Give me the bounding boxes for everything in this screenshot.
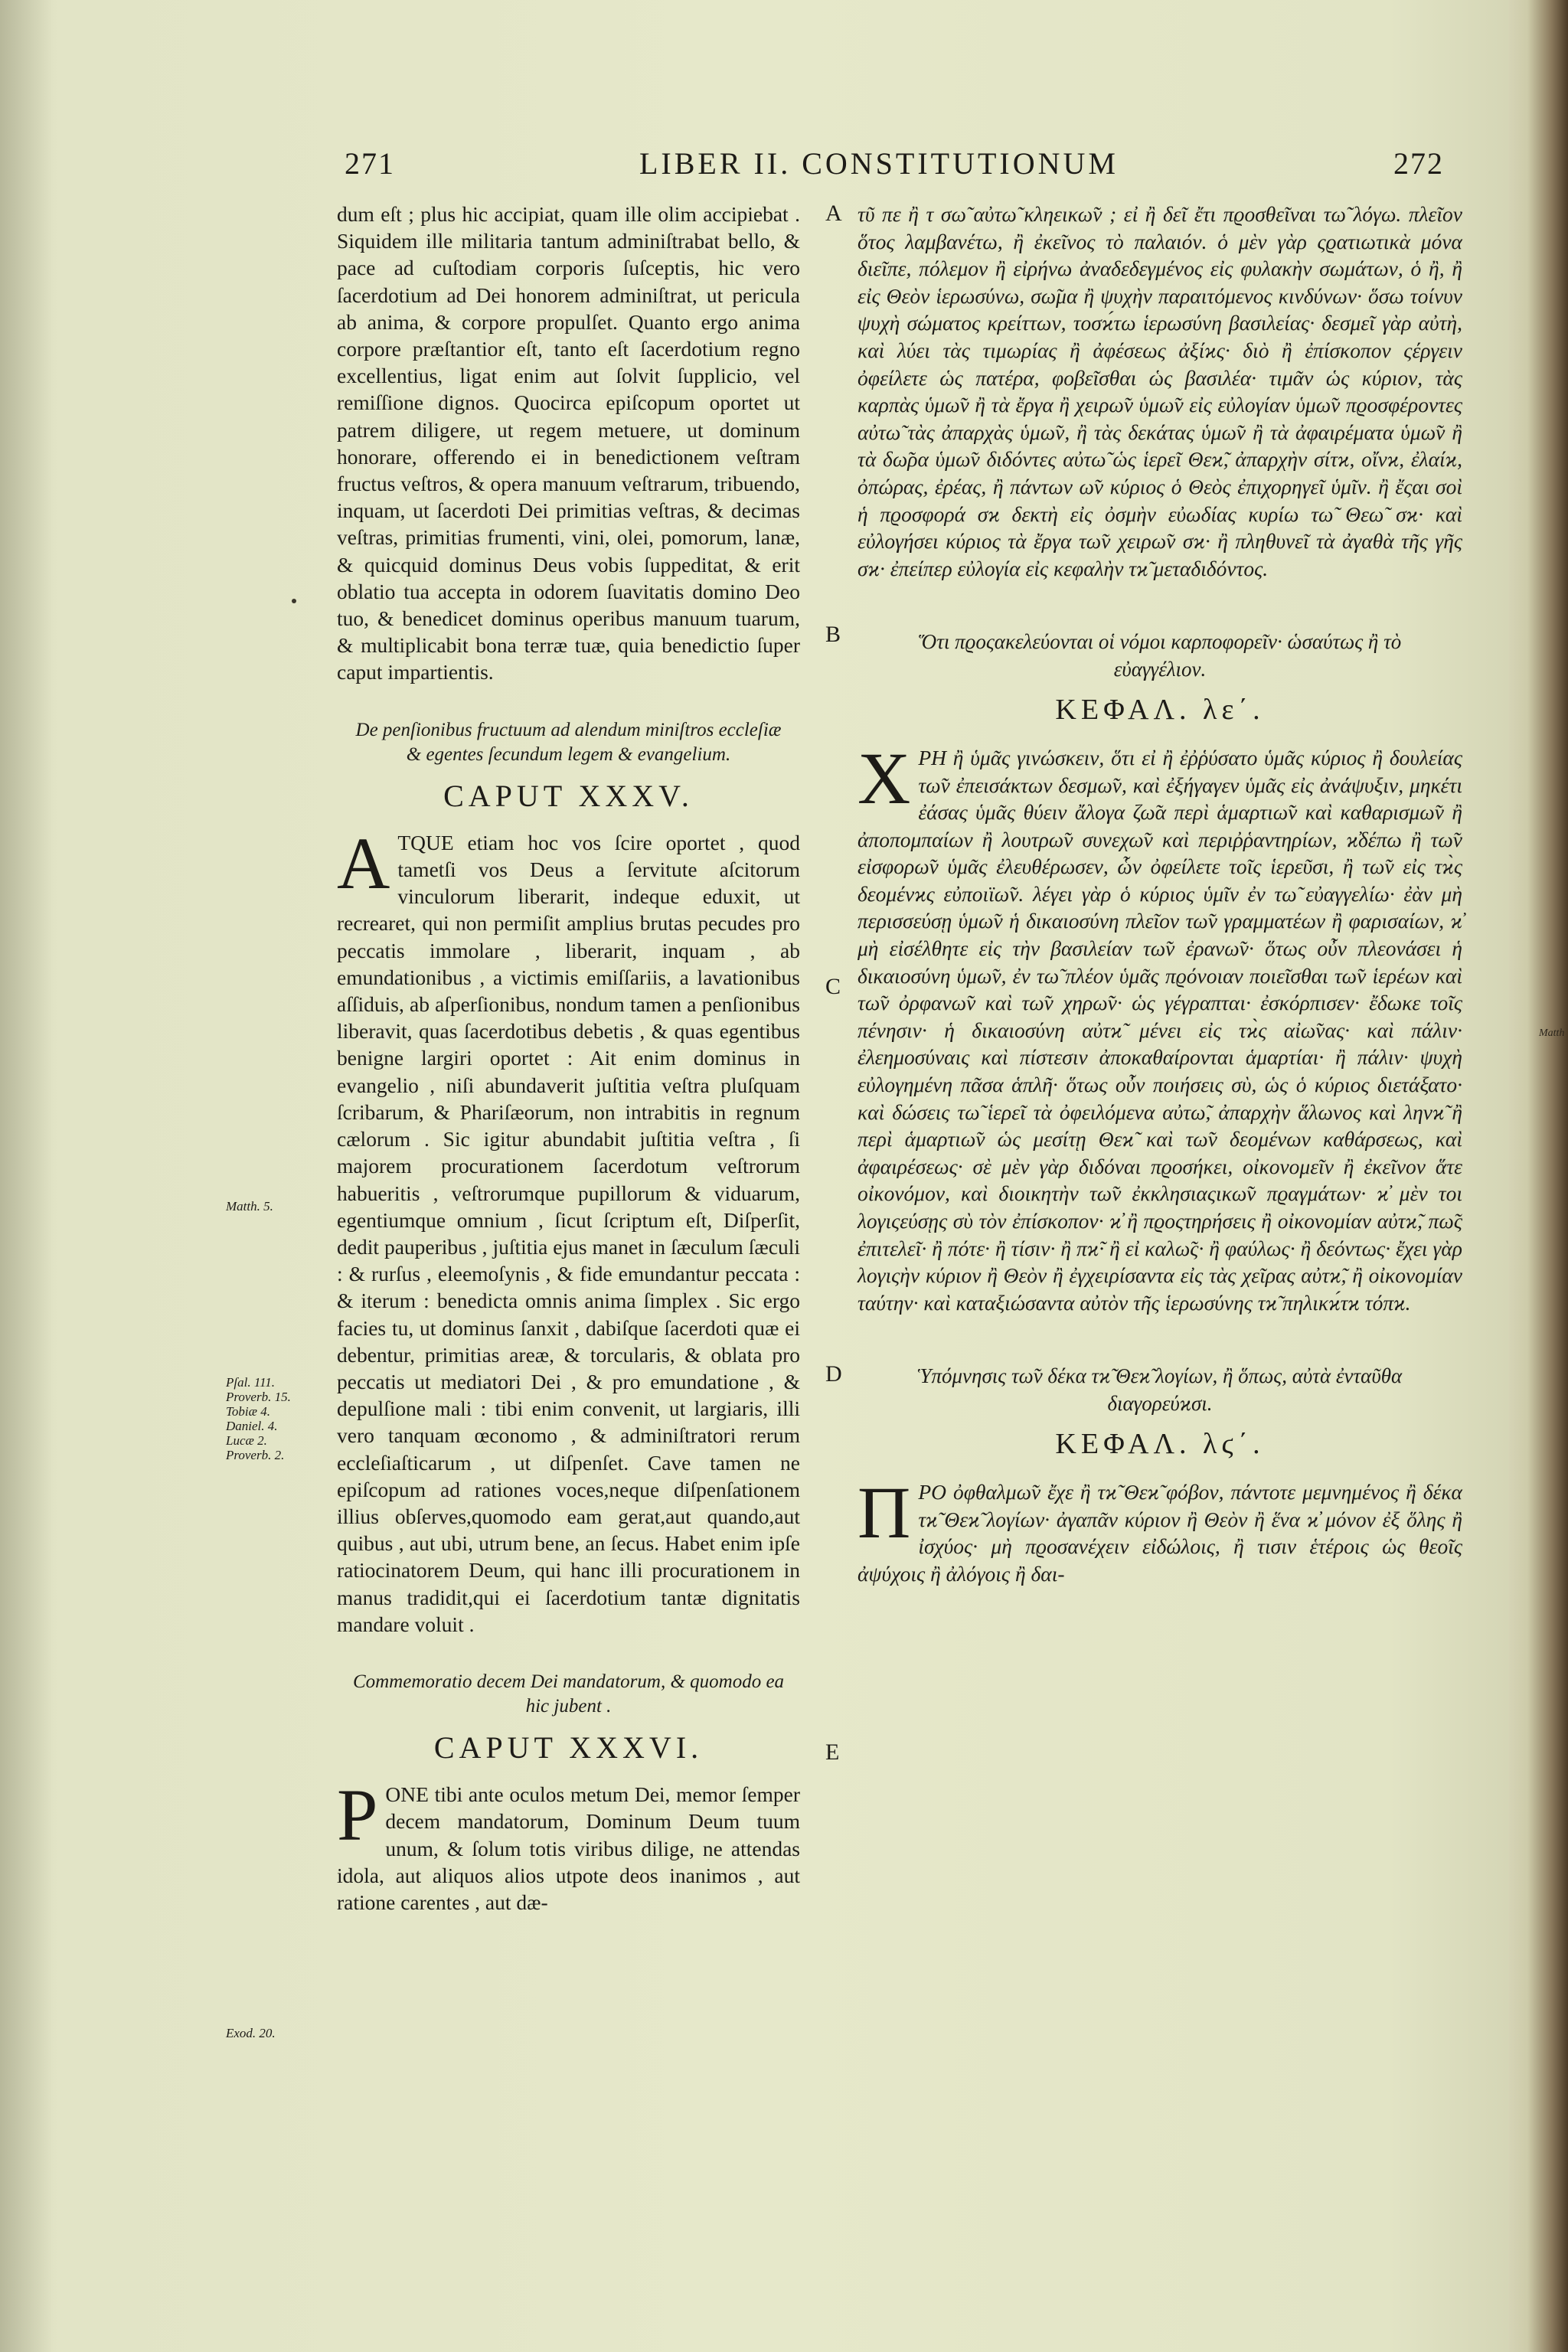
margin-note: Proverb. 2. <box>226 1448 285 1462</box>
latin-rubric: De penſionibus fructuum ad alendum miniſtros eccleſiæ & egentes ſecundum legem & evangelium. <box>355 719 782 765</box>
drop-cap: Χ <box>858 737 911 819</box>
margin-note: Exod. 20. <box>226 2026 276 2040</box>
greek-paragraph: ΧΡΗ ἢ ὑμᾶς γινώσκειν, ὅτι εἰ ἢ ἐῤῥύσατο ὑμᾶς κύριος ἢ δουλείας τω̃ν ἐπεισάκτων δεσμω̃ν, καὶ ἐξήγαγεν ὑμᾶς εἰς ἀνάψυξιν, μηκέτι ἐάσας ὑμᾶς θύειν ἄλογα ζω̃α περὶ ἁμαρτιω̃ν καὶ καθαρισμω̃ν ἢ ἀποπομπαίων ἢ λουτρω̃ν συνεχω̃ν καὶ περιῤῥαντηρίων, ϰ̓δέπω ἢ τω̃ν εἰσφορω̃ν ὑμᾶς ἐλευθέρωσεν, ὧν ὀφείλετε τοῖς ἱερεῦσι, ἢ τω̃ν εἰς τϰ̀ς δεομένϰς εὐποιϊω̃ν. λέγει γὰρ ὁ κύριος ὑμῖν ἐν τω̃ εὐαγγελίω· ἐὰν μὴ περισσεύσῃ ὑμω̃ν ἡ δικαιοσύνη πλεῖον τω̃ν γραμματέων ἢ φαρισαίων, ϰ̓ μὴ εἰσέλθητε εἰς τὴν βασιλείαν τω̃ν ἐρανω̃ν· ὅτως οὖν πλεονάσει ἡ δικαιοσύνη ὑμω̃ν, ἐν τω̃ πλέον ὑμᾶς πϱόνοιαν ποιεῖσθαι τω̃ν ἱερέων καὶ τω̃ν ὀρφανω̃ν καὶ τω̃ν χηρω̃ν· ὡς γέγραπται· ἐσκόρπισεν· ἔδωκε τοῖς πένησιν· ἡ δικαιοσύνη αὐτϰ̃ μένει εἰς τϰ̀ς αἰω̃νας· καὶ πάλιν· ἐλεημοσύναις καὶ πίστεσιν ἀποκαθαίρονται ἁμαρτίαι· ἢ πάλιν· ψυχὴ εὐλογημένη πᾶσα ἁπλῆ· ὅτως οὖν ποιήσεις σὺ, ὡς ὁ κύριος διετάξατο· καὶ δώσεις τω̃ ἱερεῖ τὰ ὀφειλόμενα αὐτω̃, ἀπαρχὴν ἅλωνος καὶ ληνϰ̃ ἢ περὶ ἁμαρτιω̃ν ὡς μεσίτῃ Θεϰ̃ καὶ τω̃ν δεομένων καθάρσεως, καὶ ἀφαιρέσεως· σὲ μὲν γὰρ διδόναι πϱοσήκει, οἰκονομεῖν ἢ ἐκεῖνον ἅτε οἰκονόμον, καὶ διοικητὴν τω̃ν ἐκκλησιαςικω̃ν πϱαγμάτων· ϰ̓ μὲν τοι λογιςεύσῃς σὺ τὸν ἐπίσκοπον· ϰ̓ ἢ πϱοςτηρήσεις ἢ οἰκονομίαν αὐτϰ̃, πω̃ς ἐπιτελεῖ· ἢ πότε· ἢ τίσιν· ἢ πϰ̃· ἢ εἰ καλω̃ς· ἢ φαύλως· ἢ δεόντως· ἔχει γὰρ λογιςὴν κύριον ἢ Θεὸν ἢ ἐγχειρίσαντα εἰς τὰς χεῖρας αὐτϰ̃, ἢ οἰκονομίαν ταύτην· καὶ καταξιώσαντα αὐτὸν τῆς ἱερωσύνης τϰ̃ πηλικϰ́τϰ τόπϰ. <box>858 737 1462 1315</box>
right-page-number: 272 <box>1393 146 1444 181</box>
section-letter: A <box>825 201 842 226</box>
running-title: LIBER II. CONSTITUTIONUM <box>639 146 1119 181</box>
margin-note-group <box>226 1375 291 1462</box>
chapter-heading-latin: CAPUT XXXVI. <box>433 1730 704 1765</box>
drop-cap: P <box>337 1774 378 1857</box>
greek-paragraph: ΠΡΟ ὀφθαλμω̃ν ἔχε ἢ τϰ̃ Θεϰ̃ φόβον, πάντοτε μεμνημένος ἢ δέκα τϰ̃ Θεϰ̃ λογίων· ἀγαπᾶν κύριον ἢ Θεὸν ἢ ἕνα ϰ̓ μόνον ἐξ ὅλης ἢ ἰσχύος· μὴ πϱοσανέχειν εἰδώλοις, ἢ τισιν ἑτέροις ὡς θεοῖς ἀψύχοις ἢ ἀλόγοις ἢ δαι- <box>858 1471 1462 1586</box>
drop-cap: A <box>337 822 390 904</box>
margin-note: Lucæ 2. <box>226 1433 267 1448</box>
latin-rubric: Commemoratio decem Dei mandatorum, & quomodo ea hic jubent . <box>352 1671 785 1717</box>
section-letter: D <box>825 1361 842 1387</box>
margin-note: Tobiæ 4. <box>226 1404 270 1419</box>
greek-column <box>858 201 1462 1587</box>
chapter-heading-greek: ΚΕΦΑΛ. λϛ΄. <box>1055 1428 1265 1461</box>
latin-paragraph: dum eſt ; plus hic accipiat, quam ille olim accipiebat . Siquidem ille militaria tantum adminiſtrabat bello, & pace ad cuſtodiam corporis ſuſceptis, hic vero ſacerdotium ad Dei honorem adminiſtrat, ut pericula ab anima, & corpore propulſet. Quanto ergo anima corpore præſtantior eſt, tanto eſt ſacerdotium regno excellentius, ligat enim aut ſolvit ſupplicio, vel remiſſione dignos. Quocirca epiſcopum oportet ut patrem diligere, ut regem metuere, ut dominum honorare, offerendo ei in benedictionem veſtram fructus veſtros, & opera manuum veſtrarum, tribuendo, inquam, ut ſacerdoti Dei primitias veſtras, & decimas veſtras, primitias frumenti, vini, olei, pomorum, lanæ, & quicquid dominus Deus vobis ſuppeditat, & erit oblatio tua accepta in odorem ſuavitatis domino Deo tuo, & benedicet dominus operibus manuum tuarum, & multiplicabit bona terræ tuæ, quia benedictio ſuper caput impartientis. <box>337 202 800 684</box>
greek-rubric: Ὑπόμνησις τω̃ν δέκα τϰ̃ Θεϰ̃ λογίων, ἢ ὅπως, αὐτὰ ἐνταῦθα διαγορεύϰσι. <box>917 1364 1403 1416</box>
running-header <box>345 145 1462 191</box>
greek-paragraph: τῦ πε ἢ τ σω̃ αὐτω̃ κληεικω̃ν ; εἰ ἢ δεῖ ἔτι πϱοσθεῖναι τω̃ λόγω. πλεῖον ὅτος λαμβανέτω, ἢ ἐκεῖνος τὸ παλαιόν. ὁ μὲν γὰρ ςϱατιωτικὰ μόνα διεῖπε, πόλεμον ἢ εἰρήνω ἀναδεδεγμένος εἰς φυλακὴν σωμάτων, ὁ ἢ, ἢ εἰς Θεὸν ἱερωσύνω, σω̃μα ἢ ψυχὴν παραιτόμενος κινδύνων· ὅσω τοίνυν ψυχὴ σώματος κρείττων, τοσϰ́τω ἱερωσύνη βασιλείας· δεσμεῖ γὰρ αὐτὴ, καὶ λύει τὰς τιμωρίας ἢ ἀφέσεως ἀξίϰς· διὸ ἢ ἐπίσκοπον ςέργειν ὀφείλετε ὡς πατέρα, φοβεῖσθαι ὡς βασιλέα· τιμᾶν ὡς κύριον, τὰς καρπὰς ὑμω̃ν ἢ τὰ ἔργα ἢ χειρω̃ν ὑμω̃ν εἰς εὐλογίαν ὑμω̃ν πϱοσφέροντες αὐτω̃ τὰς ἀπαρχὰς ὑμω̃ν, ἢ τὰς δεκάτας ὑμω̃ν ἢ τὰ ἀφαιρέματα ὑμω̃ν ἢ τὰ δω̃ρα ὑμω̃ν διδόντες αὐτω̃ ὡς ἱερεῖ Θεϰ̃, ἀπαρχὴν σίτϰ, οἴνϰ, ἐλαίϰ, ὀπώρας, ἐρέας, ἢ πάντων ω̃ν κύριος ὁ Θεὸς ἐπιχορηγεῖ ὑμῖν. ἢ ἔςαι σοὶ ἡ πϱοσφορά σϰ δεκτὴ εἰς ὀσμὴν εὐωδίας κυρίω τω̃ Θεω̃ σϰ· καὶ εὐλογήσει κύριος τὰ ἔργα τω̃ν χειρω̃ν σϰ· ἢ πληθυνεῖ τὰ ἀγαθὰ τῆς γῆς σϰ· ἐπείπερ εὐλογία εἰς κεφαλὴν τϰ̃ μεταδιδόντος. <box>858 202 1462 580</box>
section-letter: E <box>825 1740 840 1765</box>
margin-note: Daniel. 4. <box>226 1419 278 1433</box>
section-letter: C <box>825 974 841 999</box>
left-page-number: 271 <box>345 146 395 181</box>
drop-cap: Π <box>858 1471 911 1553</box>
chapter-heading-greek: ΚΕΦΑΛ. λε΄. <box>1055 694 1265 727</box>
margin-note: Pſal. 111. <box>226 1375 276 1390</box>
latin-paragraph: ATQUE etiam hoc vos ſcire oportet , quod tametſi vos Deus a ſervitute aſcitorum vinculorum liberarit, indeque eduxit, ut recrearet, qui non permiſit amplius brutas pecudes pro peccatis immolare , liberarit, inquam , ab emundationibus , a victimis emiſſariis, a lavationibus aſſiduis, ab aſperſionibus, nondum tamen a penſionibus liberavit, quas ſacerdotibus debetis , & quas egentibus benigne largiri oportet : Ait enim dominus in evangelio , niſi abundaverit juſtitia veſtra pluſquam ſcribarum, & Phariſæorum, non intrabitis in regnum cælorum . Sic igitur abundabit juſtitia veſtra , ſi majorem procurationem ſacerdotum veſtrorum habueritis , veſtrorumque pupillorum & viduarum, egentiumque omnium , ſicut ſcriptum eſt, Diſperſit, dedit pauperibus , juſtitia ejus manet in ſæculum ſæculi : & rurſus , eleemoſynis , & fide emundantur peccata : & iterum : benedicta omnis anima ſimplex . Sic ergo facies tu, ut dominus ſanxit , dabiſque ſacerdoti quæ ei debentur, primitias areæ, & torcularis, & oblata pro peccatis ut mediatori Dei , & pro emundatione , & depulſione mali : tibi enim convenit, ut largiaris, illi vero tanquam œconomo , & adminiſtratori rerum eccleſiaſticarum , ut diſpenſet. Cave tamen ne epiſcopum ad rationes voces,neque diſpenſationem illius obſerves,quomodo eam gerat,aut quando,aut quibus , aut ubi, utrum bene, an ſecus. Habet enim ipſe ratiocinatorem Deum, qui hanc illi procurationem in manus tradidit,qui ei ſacerdotium tantæ dignitatis mandare voluit . <box>337 822 800 1636</box>
page-edge <box>1501 0 1568 2352</box>
gutter-shadow <box>0 0 54 2352</box>
latin-paragraph: PONE tibi ante oculos metum Dei, memor ſemper decem mandatorum, Dominum Deum tuum unum, & ſolum totis viribus dilige, ne attendas idola, aut aliquos alios utpote deos inanimos , aut ratione carentes , aut dæ- <box>337 1774 800 1914</box>
chapter-heading-latin: CAPUT XXXV. <box>443 778 694 813</box>
ink-dot <box>292 599 296 603</box>
margin-note-next-page: Matth <box>1539 1027 1565 1039</box>
margin-note: Proverb. 15. <box>226 1390 291 1404</box>
margin-note: Matth. 5. <box>226 1199 273 1214</box>
section-letter: B <box>825 622 841 647</box>
greek-rubric: Ὅτι πϱοςακελεύονται οἱ νόμοι καρποφορεῖν· ὡσαύτως ἢ τὸ εὐαγγέλιον. <box>918 630 1402 681</box>
latin-column <box>337 201 800 1916</box>
